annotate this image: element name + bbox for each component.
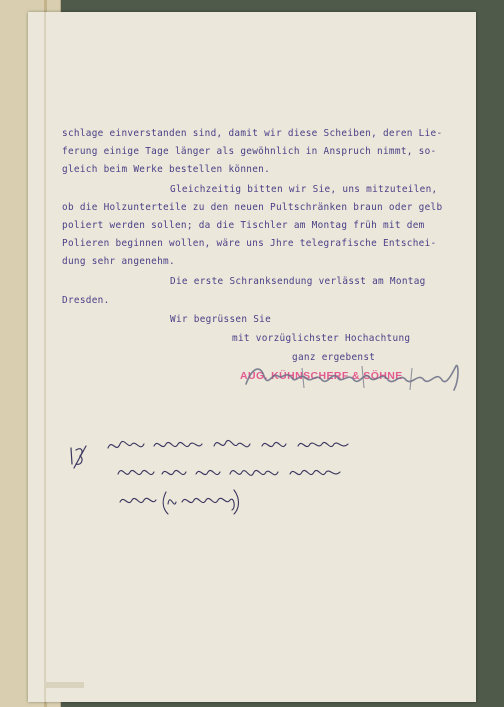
paper-corner-mark bbox=[44, 676, 104, 694]
handwritten-note bbox=[58, 430, 388, 520]
letter-line: dung sehr angenehm. bbox=[62, 256, 175, 267]
letter-line: Dresden. bbox=[62, 295, 110, 306]
letter-line: schlage einverstanden sind, damit wir diese Scheiben, deren Lie- bbox=[62, 128, 443, 139]
letter-line: gleich beim Werke bestellen können. bbox=[62, 164, 271, 175]
page-fold bbox=[44, 12, 46, 702]
closing-line: mit vorzüglichster Hochachtung bbox=[232, 333, 411, 344]
closing-line: ganz ergebenst bbox=[292, 352, 376, 363]
letter-line: Die erste Schranksendung verlässt am Montag bbox=[170, 276, 426, 287]
letter-page bbox=[28, 12, 476, 702]
letter-line: ferung einige Tage länger als gewöhnlich in Anspruch nimmt, so- bbox=[62, 146, 437, 157]
closing-line: Wir begrüssen Sie bbox=[170, 314, 272, 325]
company-stamp: AUG. KÜHNSCHERF & SÖHNE bbox=[240, 370, 403, 382]
letter-line: ob die Holzunterteile zu den neuen Pultschränken braun oder gelb bbox=[62, 202, 443, 213]
handwritten-signature bbox=[242, 358, 472, 398]
letter-line: Gleichzeitig bitten wir Sie, uns mitzuteilen, bbox=[170, 184, 438, 195]
letter-line: poliert werden sollen; da die Tischler am Montag früh mit dem bbox=[62, 220, 425, 231]
letter-line: Polieren beginnen wollen, wäre uns Jhre telegrafische Entschei- bbox=[62, 238, 437, 249]
